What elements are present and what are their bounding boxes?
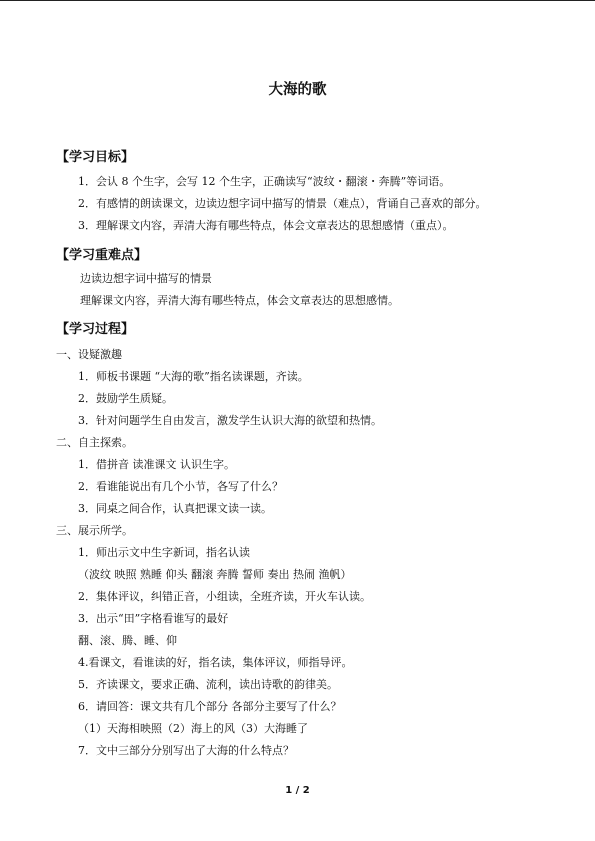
process-part-heading: 二、自主探索。 [56,436,133,449]
process-part-heading: 三、展示所学。 [56,524,133,537]
goal-item: 1．会认 8 个生字，会写 12 个生字，正确读写“波纹・翻滚・奔腾”等词语。 [78,175,451,188]
process-step: （1）天海相映照（2）海上的风（3）大海睡了 [78,722,308,735]
key-point-item: 边读边想字词中描写的情景 [80,272,212,285]
process-step: 3．针对问题学生自由发言，激发学生认识大海的欲望和热情。 [78,414,382,427]
section-heading-process: 【学习过程】 [56,322,135,337]
process-step: 3．同桌之间合作，认真把课文读一读。 [78,502,272,515]
goal-item: 3．理解课文内容，弄清大海有哪些特点，体会文章表达的思想感情（重点）。 [78,219,454,232]
process-step: 翻、滚、腾、睡、仰 [78,634,177,647]
page-number: 1 / 2 [285,785,310,796]
process-step: 4.看课文，看谁读的好，指名读，集体评议，师指导评。 [78,656,353,669]
process-step: 2．看谁能说出有几个小节，各写了什么？ [78,480,283,493]
key-point-item: 理解课文内容，弄清大海有哪些特点，体会文章表达的思想感情。 [80,294,399,307]
section-heading-goals: 【学习目标】 [56,150,135,165]
process-step: 1．师板书课题 “大海的歌”指名读课题，齐读。 [78,370,309,383]
process-step: （波纹 映照 熟睡 仰头 翻滚 奔腾 誓师 奏出 热闹 渔帆） [78,568,352,581]
page-top-border [0,0,595,1]
process-step: 1．师出示文中生字新词，指名认读 [78,546,250,559]
goal-item: 2．有感情的朗读课文，边读边想字词中描写的情景（难点），背诵自己喜欢的部分。 [78,197,487,210]
process-part-heading: 一、设疑激趣 [56,348,122,361]
process-step: 3．出示“田”字格看谁写的最好 [78,612,229,625]
process-step: 2．集体评议，纠错正音，小组读，全班齐读，开火车认读。 [78,590,371,603]
process-step: 5．齐读课文，要求正确、流利，读出诗歌的韵律美。 [78,678,338,691]
page-title: 大海的歌 [268,82,327,98]
process-step: 7．文中三部分分别写出了大海的什么特点？ [78,744,294,757]
process-step: 1．借拼音 读准课文 认识生字。 [78,458,235,471]
process-step: 2．鼓励学生质疑。 [78,392,173,405]
section-heading-key-points: 【学习重难点】 [56,248,148,263]
process-step: 6．请回答：课文共有几个部分 各部分主要写了什么？ [78,700,342,713]
